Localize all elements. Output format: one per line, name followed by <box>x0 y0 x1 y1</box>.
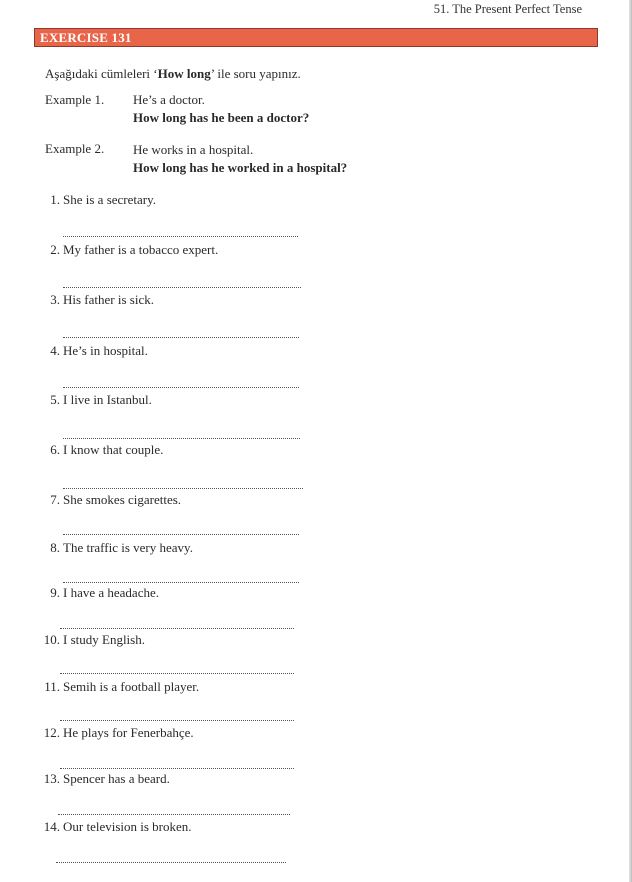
exercise-item <box>36 771 170 787</box>
item-number: 11. <box>44 679 60 694</box>
item-number: 2. <box>50 242 60 257</box>
answer-line[interactable] <box>60 768 294 769</box>
exercise-item <box>36 679 199 695</box>
item-number: 1. <box>50 192 60 207</box>
exercise-title: EXERCISE 131 <box>40 30 132 45</box>
item-number: 12. <box>43 725 60 740</box>
running-header: 51. The Present Perfect Tense <box>433 2 582 16</box>
item-sentence: I live in Istanbul. <box>63 392 152 407</box>
answer-line[interactable] <box>56 862 286 863</box>
example-sentence: He’s a doctor. <box>133 92 205 107</box>
item-number: 14. <box>43 819 60 834</box>
item-number: 10. <box>43 632 60 647</box>
exercise-item <box>36 292 154 308</box>
exercise-banner <box>34 28 598 47</box>
item-sentence: He plays for Fenerbahçe. <box>63 725 194 740</box>
answer-line[interactable] <box>63 287 301 288</box>
item-sentence: I have a headache. <box>63 585 159 600</box>
exercise-item <box>36 392 152 408</box>
item-number: 13. <box>43 771 60 786</box>
answer-line[interactable] <box>60 720 294 721</box>
exercise-item <box>36 442 163 458</box>
instruction-suffix: ’ ile soru yapınız. <box>210 66 301 81</box>
exercise-item <box>36 192 156 208</box>
exercise-item <box>36 632 145 648</box>
exercise-item <box>36 492 181 508</box>
item-sentence: I study English. <box>63 632 145 647</box>
item-number: 8. <box>50 540 60 555</box>
instruction-keyword: How long <box>157 66 211 81</box>
answer-line[interactable] <box>58 814 290 815</box>
answer-line[interactable] <box>60 673 294 674</box>
example-label: Example 1. <box>45 92 105 107</box>
item-number: 5. <box>50 392 60 407</box>
item-sentence: He’s in hospital. <box>63 343 148 358</box>
exercise-item <box>36 343 148 359</box>
item-number: 3. <box>50 292 60 307</box>
exercise-item <box>36 242 218 258</box>
answer-line[interactable] <box>63 337 299 338</box>
item-number: 7. <box>50 492 60 507</box>
item-sentence: Semih is a football player. <box>63 679 200 694</box>
exercise-item <box>36 725 194 741</box>
answer-line[interactable] <box>63 534 299 535</box>
answer-line[interactable] <box>63 582 299 583</box>
example-label: Example 2. <box>45 141 105 156</box>
example-question: How long has he been a doctor? <box>133 110 310 125</box>
answer-line[interactable] <box>63 488 303 489</box>
item-number: 9. <box>50 585 60 600</box>
item-sentence: I know that couple. <box>63 442 164 457</box>
item-sentence: His father is sick. <box>63 292 154 307</box>
answer-line[interactable] <box>63 236 298 237</box>
answer-line[interactable] <box>63 438 300 439</box>
exercise-item <box>36 819 192 835</box>
item-sentence: She smokes cigarettes. <box>63 492 182 507</box>
item-sentence: She is a secretary. <box>63 192 157 207</box>
instruction-prefix: Aşağıdaki cümleleri ‘ <box>45 66 158 81</box>
item-sentence: The traffic is very heavy. <box>63 540 193 555</box>
item-sentence: Spencer has a beard. <box>63 771 170 786</box>
item-sentence: My father is a tobacco expert. <box>63 242 219 257</box>
example-question: How long has he worked in a hospital? <box>133 160 348 175</box>
answer-line[interactable] <box>63 387 299 388</box>
instruction <box>45 66 301 82</box>
example-sentence: He works in a hospital. <box>133 142 254 157</box>
answer-line[interactable] <box>60 628 294 629</box>
exercise-item <box>36 585 159 601</box>
exercise-item <box>36 540 193 556</box>
item-number: 4. <box>50 343 60 358</box>
item-sentence: Our television is broken. <box>63 819 192 834</box>
item-number: 6. <box>50 442 60 457</box>
